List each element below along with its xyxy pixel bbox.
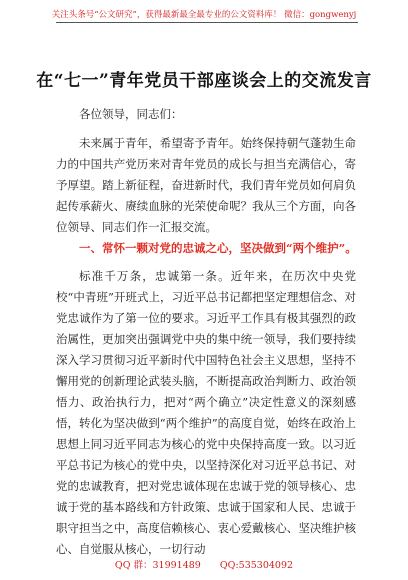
section-heading-1: 一、常怀一颗对党的忠诚之心，坚决做到“两个维护”。 xyxy=(79,241,357,255)
paragraph-section-1: 标准千万条，忠诚第一条。近年来，在历次中央党校“中青班”开班式上，习近平总书记都把坚定理想信念、对党忠诚作为了第一位的要求。习近平工作具有极其强烈的政治属性，更加突出强调党中央的集中统一领导，我们要持续深入学习贯彻习近平新时代中国特色社会主义思想，坚持不懈用党的创新理论武装头脑，不断提高政治判断力、政治领悟力、政治执行力，把对“两个确立”决定性意义的深刻感悟，转化为坚决做到“两个维护”的高度自觉，始终在政治上思想上同习近平同志为核心的党中央保持高度一致。以习近平总书记为核心的党中央，以坚持深化对习近平总书记、对党的忠诚教育，把对党忠诚体现在忠诚于党的领导核心、忠诚于党的基本路线和方针政策、忠诚于国家和人民、忠诚于职守担当之中，高度信赖核心、衷心爱戴核心、坚决维护核心、自觉服从核心，一切行动 xyxy=(56,269,356,556)
footer-qq-group: QQ 群：31991489 xyxy=(114,560,201,571)
footer-contact xyxy=(0,557,408,571)
footer-qq: QQ:535304092 xyxy=(219,560,294,571)
document-title: 在“七一”青年党员干部座谈会上的交流发言 xyxy=(36,71,372,91)
header-promo-note: 关注头条号“公文研究”，获得最新最全最专业的公文资料库！ 微信：gongwenyj xyxy=(51,10,357,20)
salutation: 各位领导，同志们： xyxy=(79,107,183,121)
header-divider xyxy=(56,22,358,23)
paragraph-intro: 未来属于青年，希望寄予青年。始终保持朝气蓬勃生命力的中国共产党历来对青年党员的成长与担当充满信心，寄予厚望。踏上新征程，奋进新时代，我们青年党员如何肩负起传承薪火、赓续血脉的光荣使命呢？我从三个方面，向各位领导、同志们作一汇报交流。 xyxy=(56,136,356,234)
